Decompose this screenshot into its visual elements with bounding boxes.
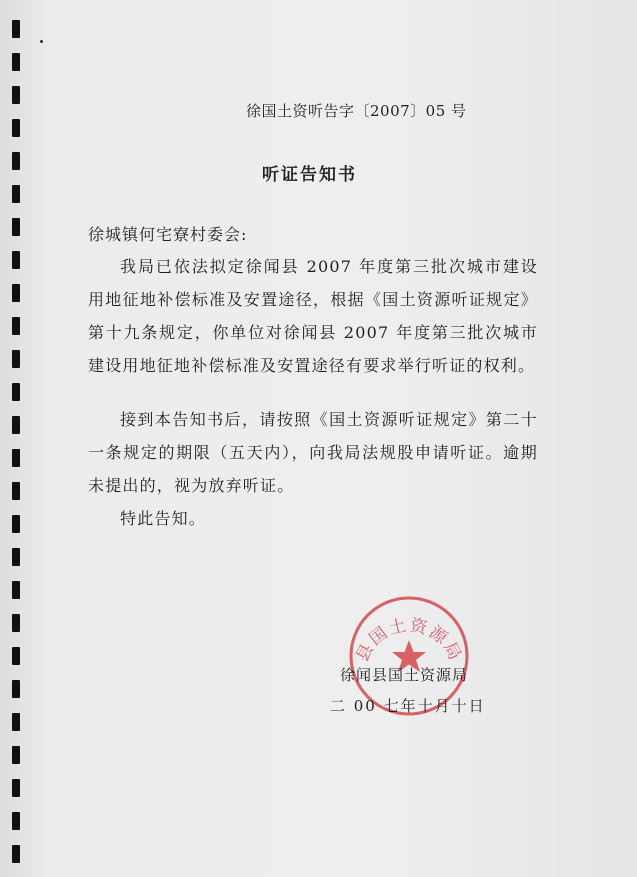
document-number: 徐国土资听告字〔2007〕05 号 [246,102,467,120]
punch-hole [12,581,20,599]
punch-hole [12,482,20,500]
punch-hole [12,416,20,434]
body-paragraph-1: 我局已依法拟定徐闻县 2007 年度第三批次城市建设用地征地补偿标准及安置途径，根据《国土资源听证规定》第十九条规定，你单位对徐闻县 2007 年度第三批次城市建设用地征地补偿标准及安置途径有要求举行听证的权利。 [88,257,538,375]
punch-hole [12,317,20,335]
punch-hole [12,53,20,71]
punch-hole [12,449,20,467]
body-paragraph-2: 接到本告知书后，请按照《国土资源听证规定》第二十一条规定的期限（五天内），向我局法规股申请听证。逾期未提出的，视为放弃听证。 [88,410,538,495]
punch-hole [12,548,20,566]
punch-hole [12,350,20,368]
punch-hole [12,614,20,632]
punch-hole [12,812,20,830]
issuer-signature: 徐闻县国土资源局 [340,666,469,684]
punch-hole [12,152,20,170]
punch-hole [12,20,20,38]
binding-punch-holes [12,20,24,870]
punch-hole [12,779,20,797]
punch-hole [12,647,20,665]
punch-hole [12,713,20,731]
punch-hole [12,119,20,137]
punch-hole [12,515,20,533]
issue-date: 二 00 七年十月十日 [330,697,486,715]
punch-hole [12,680,20,698]
body-paragraph-3: 特此告知。 [120,509,207,528]
punch-hole [12,284,20,302]
document-title: 听证告知书 [262,165,357,185]
punch-hole [12,218,20,236]
punch-hole [12,251,20,269]
punch-hole [12,845,20,863]
scan-speck [40,40,43,43]
addressee: 徐城镇何宅寮村委会: [88,225,248,244]
punch-hole [12,383,20,401]
punch-hole [12,86,20,104]
punch-hole [12,746,20,764]
punch-hole [12,185,20,203]
seal-text: 县国土资源局 [352,615,466,666]
